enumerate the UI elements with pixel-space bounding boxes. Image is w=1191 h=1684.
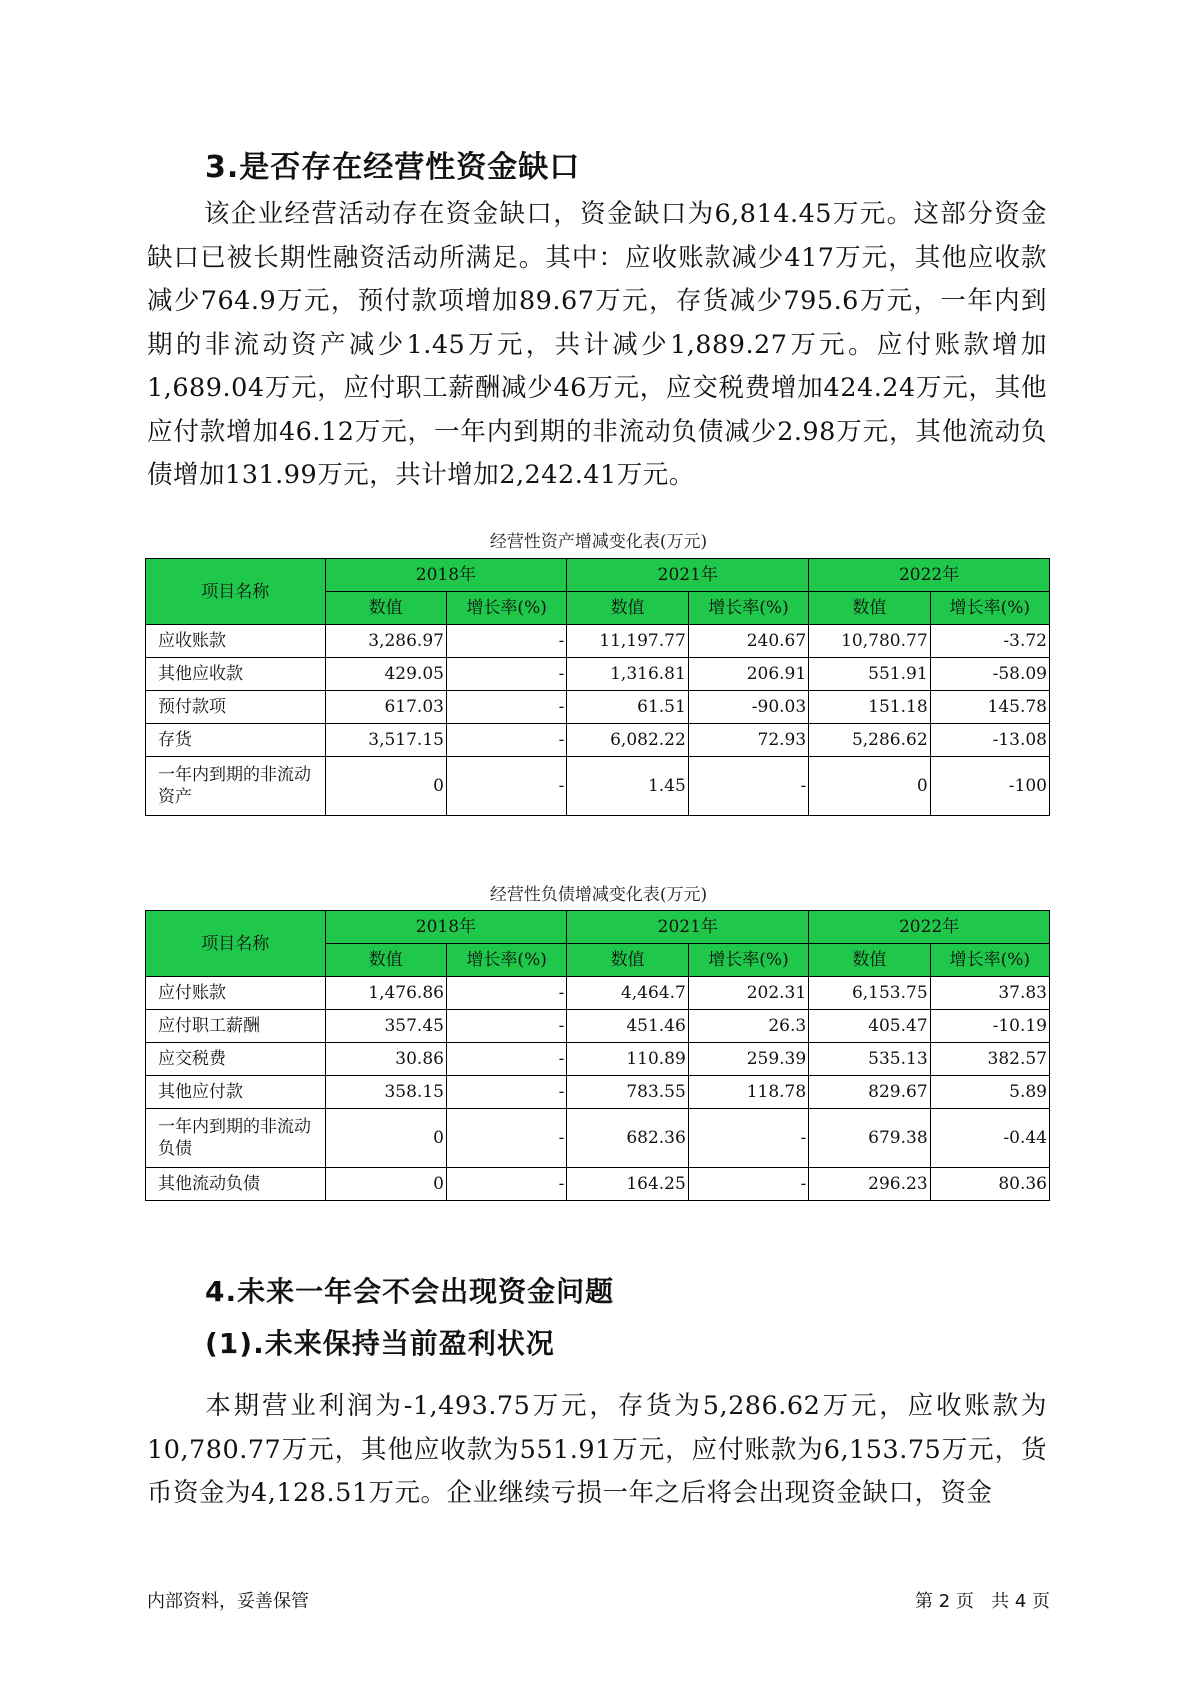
- cell: 30.86: [325, 1043, 446, 1076]
- item-name-header: 项目名称: [146, 911, 326, 977]
- row-name: 应付职工薪酬: [146, 1010, 326, 1043]
- cell: -58.09: [930, 658, 1049, 691]
- cell: 0: [325, 1109, 446, 1168]
- table-row: [146, 1010, 1050, 1043]
- row-name: 其他流动负债: [146, 1168, 326, 1201]
- cell: -13.08: [930, 724, 1049, 757]
- cell: 164.25: [567, 1168, 688, 1201]
- cell: 535.13: [809, 1043, 930, 1076]
- cell: 240.67: [688, 625, 808, 658]
- cell: 382.57: [930, 1043, 1049, 1076]
- cell: 80.36: [930, 1168, 1049, 1201]
- cell: 11,197.77: [567, 625, 688, 658]
- growth-subheader: 增长率(%): [930, 592, 1049, 625]
- cell: 429.05: [325, 658, 446, 691]
- cell: 202.31: [688, 977, 808, 1010]
- cell: -: [446, 1168, 566, 1201]
- cell: 451.46: [567, 1010, 688, 1043]
- cell: 551.91: [809, 658, 930, 691]
- liabilities-table: [145, 910, 1050, 1201]
- table-row: [146, 1109, 1050, 1168]
- cell: 358.15: [325, 1076, 446, 1109]
- cell: -: [688, 1109, 808, 1168]
- liabilities-table-caption: 经营性负债增减变化表(万元): [489, 885, 708, 905]
- value-subheader: 数值: [809, 944, 930, 977]
- year-header: 2021年: [567, 911, 809, 944]
- section-3-paragraph-text: 该企业经营活动存在资金缺口，资金缺口为6,814.45万元。这部分资金缺口已被长期性融资活动所满足。其中：应收账款减少417万元，其他应收款减少764.9万元，预付款项增加89.67万元，存货减少795.6万元，一年内到期的非流动资产减少1.45万元，共计减少1,889.27万元。应付账款增加1,689.04万元，应付职工薪酬减少46万元，应交税费增加424.24万元，其他应付款增加46.12万元，一年内到期的非流动负债减少2.98万元，其他流动负债增加131.99万元，共计增加2,242.41万元。: [147, 199, 1047, 490]
- footer-page-number: 第 2 页 共 4 页: [915, 1591, 1050, 1612]
- cell: 5,286.62: [809, 724, 930, 757]
- row-name: 应付账款: [146, 977, 326, 1010]
- cell: 682.36: [567, 1109, 688, 1168]
- growth-subheader: 增长率(%): [930, 944, 1049, 977]
- cell: -: [446, 757, 566, 816]
- cell: -: [446, 724, 566, 757]
- cell: 1,476.86: [325, 977, 446, 1010]
- growth-subheader: 增长率(%): [688, 944, 808, 977]
- row-name: 存货: [146, 724, 326, 757]
- row-name: 应交税费: [146, 1043, 326, 1076]
- cell: 0: [325, 757, 446, 816]
- cell: -: [446, 1010, 566, 1043]
- year-header: 2022年: [809, 559, 1050, 592]
- cell: -0.44: [930, 1109, 1049, 1168]
- cell: 10,780.77: [809, 625, 930, 658]
- section-4-paragraph-text: 本期营业利润为-1,493.75万元，存货为5,286.62万元，应收账款为10,780.77万元，其他应收款为551.91万元，应付账款为6,153.75万元，货币资金为4,128.51万元。企业继续亏损一年之后将会出现资金缺口，资金: [147, 1391, 1047, 1508]
- cell: -: [446, 658, 566, 691]
- table-row: [146, 691, 1050, 724]
- cell: 783.55: [567, 1076, 688, 1109]
- cell: 145.78: [930, 691, 1049, 724]
- cell: 3,286.97: [325, 625, 446, 658]
- row-name: 其他应付款: [146, 1076, 326, 1109]
- cell: 118.78: [688, 1076, 808, 1109]
- cell: 6,082.22: [567, 724, 688, 757]
- cell: -: [688, 1168, 808, 1201]
- row-name: 预付款项: [146, 691, 326, 724]
- cell: 6,153.75: [809, 977, 930, 1010]
- table-row: [146, 757, 1050, 816]
- value-subheader: 数值: [325, 592, 446, 625]
- cell: 617.03: [325, 691, 446, 724]
- item-name-header: 项目名称: [146, 559, 326, 625]
- cell: 405.47: [809, 1010, 930, 1043]
- value-subheader: 数值: [809, 592, 930, 625]
- table-row: [146, 1168, 1050, 1201]
- section-4-heading: 4.未来一年会不会出现资金问题: [205, 1275, 615, 1308]
- cell: 829.67: [809, 1076, 930, 1109]
- cell: 61.51: [567, 691, 688, 724]
- cell: -3.72: [930, 625, 1049, 658]
- cell: 0: [809, 757, 930, 816]
- section-3-heading: 3.是否存在经营性资金缺口: [205, 150, 581, 185]
- cell: -: [446, 625, 566, 658]
- row-name: 应收账款: [146, 625, 326, 658]
- value-subheader: 数值: [325, 944, 446, 977]
- table-row: [146, 724, 1050, 757]
- row-name: 其他应收款: [146, 658, 326, 691]
- cell: -100: [930, 757, 1049, 816]
- growth-subheader: 增长率(%): [446, 944, 566, 977]
- cell: 3,517.15: [325, 724, 446, 757]
- cell: 259.39: [688, 1043, 808, 1076]
- cell: -: [688, 757, 808, 816]
- cell: -10.19: [930, 1010, 1049, 1043]
- cell: 0: [325, 1168, 446, 1201]
- footer-confidential-note: 内部资料，妥善保管: [147, 1591, 309, 1612]
- cell: -90.03: [688, 691, 808, 724]
- growth-subheader: 增长率(%): [446, 592, 566, 625]
- cell: -: [446, 691, 566, 724]
- section-4-paragraph: [147, 1385, 1047, 1516]
- cell: 37.83: [930, 977, 1049, 1010]
- cell: 151.18: [809, 691, 930, 724]
- value-subheader: 数值: [567, 592, 688, 625]
- row-name: 一年内到期的非流动资产: [146, 757, 326, 816]
- cell: -: [446, 977, 566, 1010]
- value-subheader: 数值: [567, 944, 688, 977]
- assets-table-caption: 经营性资产增减变化表(万元): [489, 532, 708, 552]
- table-row: [146, 625, 1050, 658]
- cell: 296.23: [809, 1168, 930, 1201]
- row-name: 一年内到期的非流动负债: [146, 1109, 326, 1168]
- cell: 5.89: [930, 1076, 1049, 1109]
- section-4-subheading: (1).未来保持当前盈利状况: [205, 1327, 555, 1360]
- cell: -: [446, 1076, 566, 1109]
- cell: -: [446, 1109, 566, 1168]
- cell: 4,464.7: [567, 977, 688, 1010]
- year-header: 2018年: [325, 559, 567, 592]
- cell: 110.89: [567, 1043, 688, 1076]
- table-row: [146, 977, 1050, 1010]
- year-header: 2018年: [325, 911, 567, 944]
- cell: 1.45: [567, 757, 688, 816]
- cell: 206.91: [688, 658, 808, 691]
- growth-subheader: 增长率(%): [688, 592, 808, 625]
- table-row: [146, 1076, 1050, 1109]
- cell: -: [446, 1043, 566, 1076]
- cell: 357.45: [325, 1010, 446, 1043]
- cell: 1,316.81: [567, 658, 688, 691]
- section-3-paragraph: [147, 193, 1047, 498]
- year-header: 2022年: [809, 911, 1050, 944]
- cell: 679.38: [809, 1109, 930, 1168]
- table-row: [146, 1043, 1050, 1076]
- table-row: [146, 658, 1050, 691]
- year-header: 2021年: [567, 559, 809, 592]
- cell: 72.93: [688, 724, 808, 757]
- cell: 26.3: [688, 1010, 808, 1043]
- assets-table: [145, 558, 1050, 816]
